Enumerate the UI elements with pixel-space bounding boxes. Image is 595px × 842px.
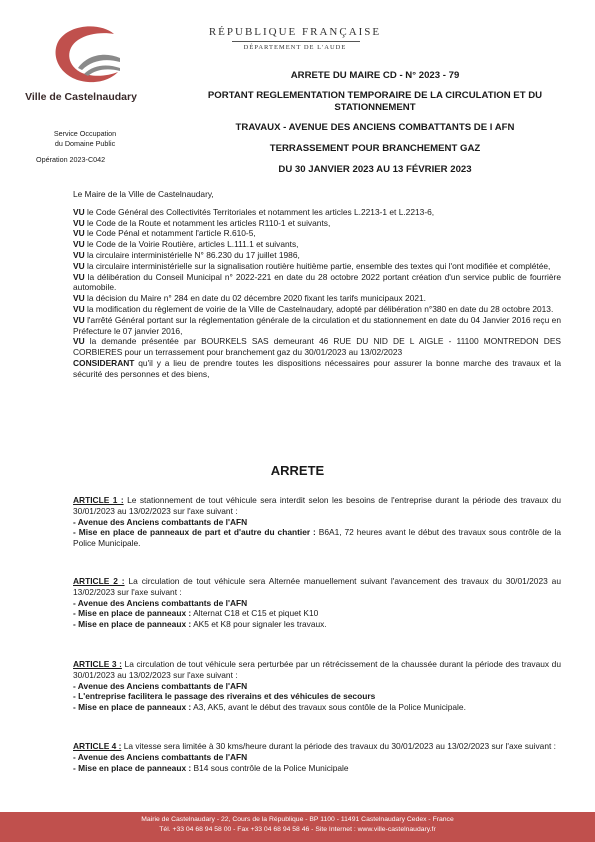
service-line-2: du Domaine Public xyxy=(54,138,116,148)
article-1 xyxy=(73,495,561,549)
visa-item xyxy=(73,336,561,358)
service-name xyxy=(20,129,150,148)
visa-item xyxy=(73,304,561,315)
article-3 xyxy=(73,659,561,713)
title-line-3: STATIONNEMENT xyxy=(334,102,416,113)
text-span: la circulaire interministérielle N° 86.230 du 17 juillet 1986, xyxy=(84,249,300,260)
visa-item xyxy=(73,228,561,239)
operation-number: Opération 2023-C042 xyxy=(36,155,106,164)
arrete-number: ARRETE DU MAIRE CD - N° 2023 - 79 xyxy=(290,70,460,81)
article-3-line-2: - L'entreprise facilitera le passage des riverains et des véhicules de secours xyxy=(73,691,376,702)
text-span: le Code Général des Collectivités Territoriales et notamment les articles L.2213-1 et L.2213-6, xyxy=(84,206,435,217)
text-span: VU xyxy=(73,260,85,271)
text-span: A3, AK5, avant le début des travaux sous contôle de la Police Municipale. xyxy=(191,702,466,713)
text-span: CONSIDERANT xyxy=(73,357,135,368)
article-4-line-1: - Avenue des Anciens combattants de l'AFN xyxy=(73,751,248,762)
text-span: le Code de la Voirie Routière, articles L.111.1 et suivants, xyxy=(84,239,299,250)
article-2-label: ARTICLE 2 : xyxy=(73,576,125,586)
text-span: la décision du Maire n° 284 en date du 02 décembre 2020 fixant les tarifs municipaux 2021. xyxy=(84,293,426,304)
text-span: VU xyxy=(73,206,85,217)
text-span: - Mise en place de panneaux : xyxy=(73,608,192,619)
footer-contact: Tél. +33 04 68 94 58 00 - Fax +33 04 68 94 58 46 - Site Internet : www.ville-castelnaudary.fr xyxy=(159,826,436,833)
text-span: VU xyxy=(73,314,85,325)
considerant-item xyxy=(73,358,561,380)
article-3-label: ARTICLE 3 : xyxy=(73,659,122,669)
article-4-label: ARTICLE 4 : xyxy=(73,741,122,751)
article-2-line-1: - Avenue des Anciens combattants de l'AFN xyxy=(73,597,248,608)
text-span: La circulation de tout véhicule sera Alternée manuellement suivant l'avancement des travaux du 30/01/2023 au 13/02/2023 sur l'axe suivant : xyxy=(73,576,562,597)
visa-item xyxy=(73,261,561,272)
visa-item xyxy=(73,272,561,294)
republique-francaise: RÉPUBLIQUE FRANÇAISE xyxy=(208,26,382,38)
text-span: La vitesse sera limitée à 30 kms/heure durant la période des travaux du 30/01/2023 au 13/02/2023 sur l'axe suivant : xyxy=(121,741,556,751)
text-span: B6A1, 72 heures avant le début des travaux sous contrôle de la Police Municipale. xyxy=(73,527,561,549)
text-span: - Mise en place de panneaux : xyxy=(73,702,192,713)
text-span: VU xyxy=(73,217,85,228)
title-line-2: PORTANT REGLEMENTATION TEMPORAIRE DE LA CIRCULATION ET DU xyxy=(207,90,543,101)
text-span: l'arrêté Général portant sur la réglementation générale de la circulation et du stationnement en date du 04 Janvier 2016 reçu en Préfecture le 07 janvier 2016, xyxy=(73,314,561,336)
article-1-label: ARTICLE 1 : xyxy=(73,495,124,505)
header-divider xyxy=(232,41,360,42)
footer-address: Mairie de Castelnaudary - 22, Cours de la République - BP 1100 - 11491 Castelnaudary Cedex - France xyxy=(141,816,454,823)
visa-item xyxy=(73,239,561,250)
text-span: le Code de la Route et notamment les articles R110-1 et suivants, xyxy=(84,217,331,228)
text-span: Alternat C18 et C15 et piquet K10 xyxy=(191,608,319,619)
text-span: la modification du règlement de voirie de la Ville de Castelnaudary, adopté par délibération n°380 en date du 28 octobre 2013. xyxy=(84,303,554,314)
text-span: la demande présentée par BOURKELS SAS demeurant 46 RUE DU NID DE L AIGLE - 11100 MONTREDON DES CORBIERES pour un terrassement pour branchement gaz du 30/01/2023 au 13/02/2023 xyxy=(73,336,561,358)
town-name: Ville de Castelnaudary xyxy=(25,91,137,103)
title-line-5: TERRASSEMENT POUR BRANCHEMENT GAZ xyxy=(269,143,481,154)
footer-bar xyxy=(0,812,595,842)
text-span: La circulation de tout véhicule sera perturbée par un rétrécissement de la chaussée durant la période des travaux du 30/01/2023 au 13/02/2023 sur l'axe suivant : xyxy=(73,659,561,680)
text-span: la délibération du Conseil Municipal n° 2022-221 en date du 28 octobre 2022 portant création d'un service public de fourrière automobile. xyxy=(73,271,561,293)
text-span: VU xyxy=(73,249,85,260)
text-span: - Mise en place de panneaux de part et d'autre du chantier : xyxy=(73,527,316,538)
visa-item xyxy=(73,293,561,304)
text-span: Le stationnement de tout véhicule sera interdit selon les besoins de l'entreprise durant la période des travaux du 30/01/2023 au 13/02/2023 sur l'axe suivant : xyxy=(73,495,561,516)
title-line-4: TRAVAUX - AVENUE DES ANCIENS COMBATTANTS DE l AFN xyxy=(235,122,515,133)
text-span: VU xyxy=(73,271,85,282)
arrete-heading: ARRETE xyxy=(270,463,325,478)
town-logo xyxy=(48,22,126,90)
text-span: - Mise en place de panneaux : xyxy=(73,762,192,773)
title-dates: DU 30 JANVIER 2023 AU 13 FÉVRIER 2023 xyxy=(278,164,472,175)
service-line-1: Service Occupation xyxy=(53,129,117,138)
text-span: VU xyxy=(73,293,85,304)
article-4 xyxy=(73,741,561,773)
intro-line: Le Maire de la Ville de Castelnaudary, xyxy=(73,189,214,199)
visa-item xyxy=(73,207,561,218)
text-span: AK5 et K8 pour signaler les travaux. xyxy=(191,619,327,630)
article-2 xyxy=(73,576,561,630)
text-span: le Code Pénal et notamment l'article R.610-5, xyxy=(84,228,256,239)
text-span: - Mise en place de panneaux : xyxy=(73,619,192,630)
visa-item xyxy=(73,218,561,229)
article-3-line-1: - Avenue des Anciens combattants de l'AFN xyxy=(73,680,248,691)
visa-item xyxy=(73,315,561,337)
text-span: qu'il y a lieu de prendre toutes les dispositions nécessaires pour assurer la bonne marche des travaux et la sécurité des personnes et des biens, xyxy=(73,357,561,379)
departement: DÉPARTEMENT DE L'AUDE xyxy=(243,44,347,51)
text-span: VU xyxy=(73,303,85,314)
text-span: VU xyxy=(73,239,85,250)
text-span: VU xyxy=(73,228,85,239)
text-span: VU xyxy=(73,336,85,347)
visas-section xyxy=(73,189,561,380)
text-span: la circulaire interministérielle sur la signalisation routière huitième partie, ensemble des textes qui l'ont modifiée et complétée, xyxy=(84,260,551,271)
article-1-line-1: - Avenue des Anciens combattants de l'AFN xyxy=(73,516,248,527)
visa-item xyxy=(73,250,561,261)
text-span: B14 sous contrôle de la Police Municipale xyxy=(191,762,349,773)
